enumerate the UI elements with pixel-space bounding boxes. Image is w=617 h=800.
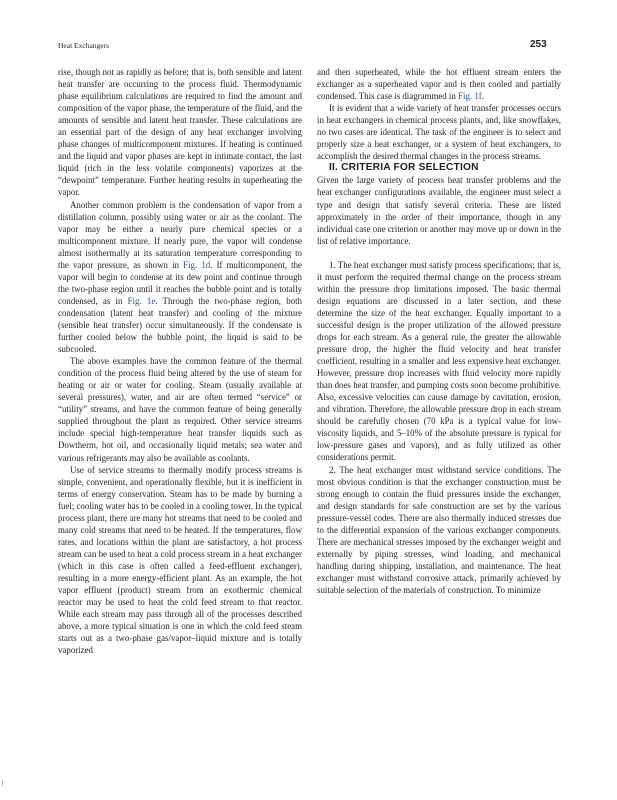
left-paragraph-2-text-c: . Through the two-phase region, both condensation (latent heat transfer) and cooling of the mixture (sensible heat transfer) occur simultaneously. If the condensate is further cooled below the bubble point, the liquid is said to be subcooled. [58,295,302,355]
right-paragraph-1-text-a: and then superheated, while the hot effluent stream enters the exchanger as a superheated vapor and is then cooled and partially condensed. This case is diagrammed in [317,67,561,102]
paragraph-gap [317,247,561,259]
left-paragraph-2 [58,199,302,356]
margin-mark [2,780,3,786]
left-paragraph-1: rise, though not as rapidly as before; that is, both sensible and latent heat transfer are occurring to the process fluid. Thermodynamic phase equilibrium calculations are required to find the amount and composition of the vapor phase, the temperature of the fluid, and the amounts of sensible and latent heat transfer. These calculations are an essential part of the design of any heat exchanger involving phase changes of multicomponent mixtures. If heating is continued and the liquid and vapor phases are kept in intimate contact, the last liquid (rich in the less volatile components) vaporizes at the “dewpoint” temperature. Further heating results in superheating the vapor. [58,67,302,198]
figure-1f-link[interactable]: Fig. 1f [458,91,482,102]
left-paragraph-2-text-b: . If multicomponent, the vapor will begin to condense at its dew point and continue through the two-phase region until it reaches the bubble point and is totally condensed, as in [58,259,302,306]
figure-1d-link[interactable]: Fig. 1d [183,259,211,270]
left-paragraph-3: The above examples have the common feature of the thermal condition of the process fluid being altered by the use of steam for heating or air or water for cooling. Steam (usually available at several pressures), water, and air are often termed “service” or “utility” streams, and have the common feature of being generally supplied throughout the plant as required. Other service streams include special high-temperature heat transfer liquids such as Dowtherm, hot oil, and occasionally liquid metals; sea water and various refrigerants may also be available as coolants. [58,356,302,463]
right-paragraph-1 [317,66,561,102]
figure-1e-link[interactable]: Fig. 1e [127,295,156,306]
right-paragraph-2: It is evident that a wide variety of heat transfer processes occurs in heat exchangers in chemical process plants, and, like snowflakes, no two cases are identical. The task of the engineer is to select and properly size a heat exchanger, or a system of heat exchangers, to accomplish the desired thermal changes in the process streams. [317,103,561,162]
right-column [317,66,561,596]
section-heading: II. CRITERIA FOR SELECTION [329,162,479,174]
criterion-2-paragraph: 2. The heat exchanger must withstand service conditions. The most obvious condition is that the exchanger construction must be strong enough to contain the fluid pressures inside the exchanger, and design standards for safe construction are set by the various pressure-vessel codes. There are also thermally induced stresses due to the differential expansion of the various exchanger components. There are mechanical stresses imposed by the exchanger weight and externally by piping stresses, wind loading, and mechanical handling during shipping, installation, and maintenance. The heat exchanger must withstand corrosive attack, primarily achieved by suitable selection of the materials of construction. To minimize [317,464,561,595]
left-paragraph-4: Use of service streams to thermally modify process streams is simple, convenient, and operationally flexible, but it is inefficient in terms of energy conservation. Steam has to be made by burning a fuel; cooling water has to be cooled in a cooling tower. In the typical process plant, there are many hot streams that need to be cooled and many cold streams that need to be heated. If the temperatures, flow rates, and locations within the plant are satisfactory, a hot process stream can be used to heat a cold process stream in a heat exchanger (which in this case is often called a feed-effluent exchanger), resulting in a more energy-efficient plant. As an example, the hot vapor effluent (product) stream from an exothermic chemical reactor may be used to heat the cold feed stream to that reactor. While each stream may pass through all of the processes described above, a more typical situation is one in which the cold feed steam starts out as a two-phase gas/vapor–liquid mixture and is totally vaporized [58,464,302,656]
page-number: 253 [530,39,547,50]
criterion-1-paragraph: 1. The heat exchanger must satisfy process specifications; that is, it must perform the required thermal change on the process stream within the pressure drop limitations imposed. The basic thermal design equations are discussed in a later section, and these determine the size of the heat exchanger. Equally important to a successful design is the proper utilization of the allowed pressure drops for each stream. As a general rule, the greater the allowable pressure drop, the higher the fluid velocity and heat transfer coefficient, resulting in a smaller and less expensive heat exchanger. However, pressure drop increases with fluid velocity more rapidly than does heat transfer, and pumping costs soon become prohibitive. Also, excessive velocities can cause damage by cavitation, erosion, and vibration. Therefore, the allowable pressure drop in each stream should be carefully chosen (70 kPa is a typical value for low-viscosity liquids, and 5–10% of the absolute pressure is typical for low-pressure gases and vapors), and as fully utilized as other considerations permit. [317,259,561,463]
left-column [58,66,302,656]
running-header: Heat Exchangers [58,41,110,50]
left-paragraph-2-text-a: Another common problem is the condensation of vapor from a distillation column, possibly using water or air as the coolant. The vapor may be either a nearly pure chemical species or a multicomponent mixture. If nearly pure, the vapor will condense almost isothermally at its saturation temperature corresponding to the vapor pressure, as shown in [58,199,302,270]
right-paragraph-3: Given the large variety of process heat transfer problems and the heat exchanger configurations available, the engineer must select a type and design that satisfy several criteria. These are listed approximately in the order of their importance, though in any individual case one criterion or another may move up or down in the list of relative importance. [317,175,561,246]
right-paragraph-1-text-b: . [481,91,484,102]
